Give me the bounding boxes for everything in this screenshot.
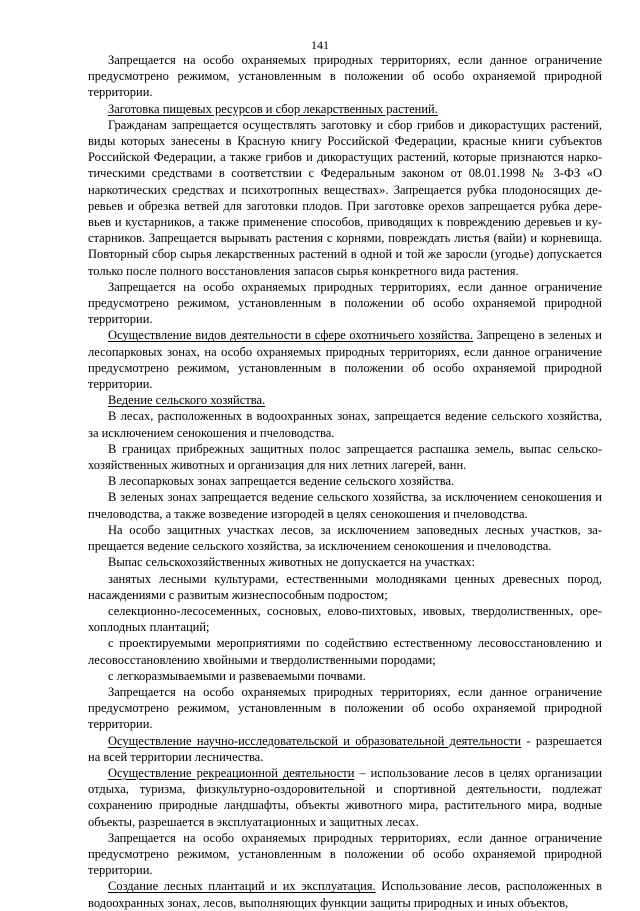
list-item: [88, 603, 602, 635]
paragraph: [88, 327, 602, 392]
paragraph: [88, 441, 602, 473]
paragraph-text: Гражданам запрещается осуществлять заготовку и сбор грибов и дикорастущих растений, виды которых занесены в Красную книгу Российской Федерации, красные книги субъектов Российской Федерации, а также грибов и дикорастущих растений, которые признаются наркотическими средствами в соответствии с Федеральным законом от 08.01.1998 № 3-ФЗ «О наркотических средствах и психотропных веществах». Запрещается рубка плодоносящих деревьев и обрезка ветвей для заготовки плодов. При заготовке орехов запрещается рубка деревьев и кустарников, а также применение способов, приводящих к повреждению деревьев и кустарников. Запрещается вырывать растения с корнями, повреждать листья (вайи) и корневища. Повторный сбор сырья лекарственных растений в одной и той же заросли (угодье) допускается только после полного восстановления запасов сырья конкретного вида растения.: [88, 117, 602, 278]
paragraph: [88, 522, 602, 554]
paragraph-text: В лесах, расположенных в водоохранных зонах, запрещается ведение сельского хозяйства, за исключением сенокошения и пчеловодства.: [88, 409, 602, 440]
paragraph: [88, 830, 602, 879]
paragraph: [88, 408, 602, 440]
paragraph: [88, 733, 602, 765]
paragraph-text: Выпас сельскохозяйственных животных не допускается на участках:: [108, 555, 475, 570]
list-item: [88, 668, 602, 684]
paragraph-text: Запрещается на особо охраняемых природных территориях, если данное ограничение предусмотрено режимом, установленным в положении об особо охраняемой природной территории.: [88, 53, 602, 100]
paragraph-text: – использование лесов в целях организации отдыха, туризма, физкультурно-оздоровительной и спортивной деятельности, подлежат сохранению природные ландшафты, объекты животного мира, растительного мира, водные объекты, разрешается в эксплуатационных и защитных лесах.: [88, 765, 603, 829]
paragraph-text: Запрещено в зеленых и лесопарковых зонах, на особо охраняемых природных территориях, если данное ограничение предусмотрено режимом, установленным в положении об особо охраняемой природной территории.: [88, 328, 602, 392]
section-heading-paragraph: [88, 101, 602, 117]
paragraph: [88, 52, 602, 101]
paragraph: [88, 117, 602, 279]
section-heading: Ведение сельского хозяйства.: [108, 393, 266, 408]
section-heading: Осуществление научно-исследовательской и образовательной деятельности: [108, 733, 522, 748]
list-item-text: селекционно-лесосеменных, сосновых, елово-пихтовых, ивовых, твердолиственных, орехоплодных плантаций;: [88, 603, 602, 635]
paragraph-text: В границах прибрежных защитных полос запрещается распашка земель, выпас сельскохозяйственных животных и организация для них летних лагерей, ванн.: [88, 441, 602, 473]
page-number: 141: [311, 38, 329, 52]
paragraph-text: В лесопарковых зонах запрещается ведение сельского хозяйства.: [108, 474, 455, 489]
section-heading: Осуществление рекреационной деятельности: [108, 765, 355, 780]
paragraph: [88, 554, 602, 570]
paragraph: [88, 473, 602, 489]
paragraph-text: В зеленых зонах запрещается ведение сельского хозяйства, за исключением сенокошения и пчеловодства, а также возведение изгородей в целях сенокошения и пчеловодства.: [88, 490, 602, 521]
paragraph: [88, 878, 602, 910]
paragraph-text: - разрешается на всей территории лесничества.: [88, 733, 602, 764]
paragraph: [88, 765, 602, 830]
section-heading-paragraph: [88, 392, 602, 408]
paragraph-text: Запрещается на особо охраняемых природных территориях, если данное ограничение предусмотрено режимом, установленным в положении об особо охраняемой природной территории.: [88, 830, 602, 878]
body-text: [88, 52, 602, 911]
list-item: [88, 635, 602, 667]
section-heading: Заготовка пищевых ресурсов и сбор лекарственных растений.: [108, 101, 438, 116]
list-item-text: занятых лесными культурами, естественными молодняками ценных древесных пород, насаждениями с развитым жизнеспособным подростом;: [88, 571, 602, 602]
section-heading: Создание лесных плантаций и их эксплуатация.: [108, 879, 376, 894]
paragraph: [88, 489, 602, 521]
paragraph: [88, 684, 602, 733]
section-heading: Осуществление видов деятельности в сфере охотничьего хозяйства.: [108, 328, 474, 343]
list-item-text: с проектируемыми мероприятиями по содействию естественному лесовосстановлению и лесовосстановлению хвойными и твердолиственными породами;: [88, 636, 602, 667]
paragraph-text: Использование лесов, расположенных в водоохранных зонах, лесов, выполняющих функции защиты природных и иных объектов,: [88, 879, 602, 910]
paragraph: [88, 279, 602, 328]
paragraph-text: Запрещается на особо охраняемых природных территориях, если данное ограничение предусмотрено режимом, установленным в положении об особо охраняемой природной территории.: [88, 279, 602, 327]
list-item: [88, 571, 602, 603]
list-item-text: с легкоразмываемыми и развеваемыми почвами.: [108, 668, 366, 683]
paragraph-text: На особо защитных участках лесов, за исключением заповедных лесных участков, запрещается ведение сельского хозяйства, за исключением сенокошения и пчеловодства.: [88, 522, 602, 554]
paragraph-text: Запрещается на особо охраняемых природных территориях, если данное ограничение предусмотрено режимом, установленным в положении об особо охраняемой природной территории.: [88, 684, 602, 732]
